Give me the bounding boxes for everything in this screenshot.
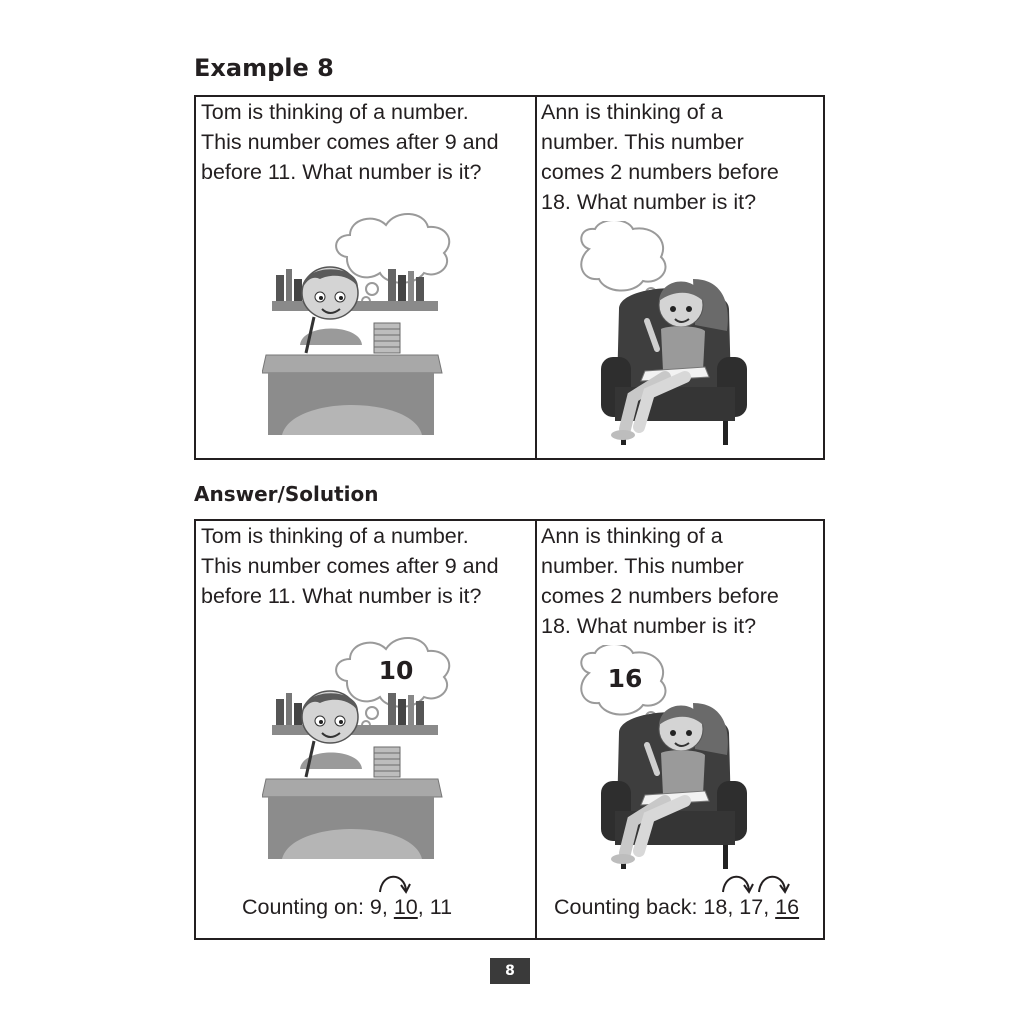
answer-question-text-ann: Ann is thinking of a number. This number comes 2 numbers before 18. What number is it? [541, 524, 779, 638]
girl-in-armchair-illustration [575, 645, 775, 871]
curved-arrow-icon [719, 870, 755, 896]
answer-cell-tom [196, 521, 535, 938]
count-value-answer: 16 [775, 895, 800, 919]
counting-back-label: Counting back: [554, 895, 704, 919]
curved-arrow-icon [755, 870, 791, 896]
question-text-ann: Ann is thinking of a number. This number comes 2 numbers before 18. What number is it? [541, 100, 779, 214]
question-cell-ann [537, 97, 823, 458]
thought-number-tom: 10 [378, 656, 414, 685]
page-number-badge: 8 [490, 958, 530, 984]
answer-heading: Answer/Solution [194, 482, 379, 506]
counting-on-label: Counting on: [242, 895, 370, 919]
answer-box [194, 519, 825, 940]
answer-cell-ann [537, 521, 823, 938]
counting-on-line: Counting on: 9, 10, 11 [242, 894, 452, 920]
count-value: 18 [703, 895, 728, 919]
count-value: 9 [369, 895, 382, 919]
question-cell-tom [196, 97, 535, 458]
question-text-tom: Tom is thinking of a number. This number comes after 9 and before 11. What number is it? [201, 100, 499, 184]
count-value-answer: 10 [393, 895, 418, 919]
boy-at-desk-illustration [262, 629, 472, 859]
question-box [194, 95, 825, 460]
curved-arrow-icon [376, 870, 412, 896]
girl-in-armchair-illustration [575, 221, 775, 447]
answer-question-text-tom: Tom is thinking of a number. This number comes after 9 and before 11. What number is it? [201, 524, 499, 608]
count-value: 11 [429, 895, 453, 919]
counting-back-line: Counting back: 18, 17, 16 [554, 894, 799, 920]
example-heading: Example 8 [194, 54, 334, 82]
thought-number-ann: 16 [607, 664, 643, 693]
count-value: 17 [739, 895, 764, 919]
boy-at-desk-illustration [262, 205, 472, 435]
